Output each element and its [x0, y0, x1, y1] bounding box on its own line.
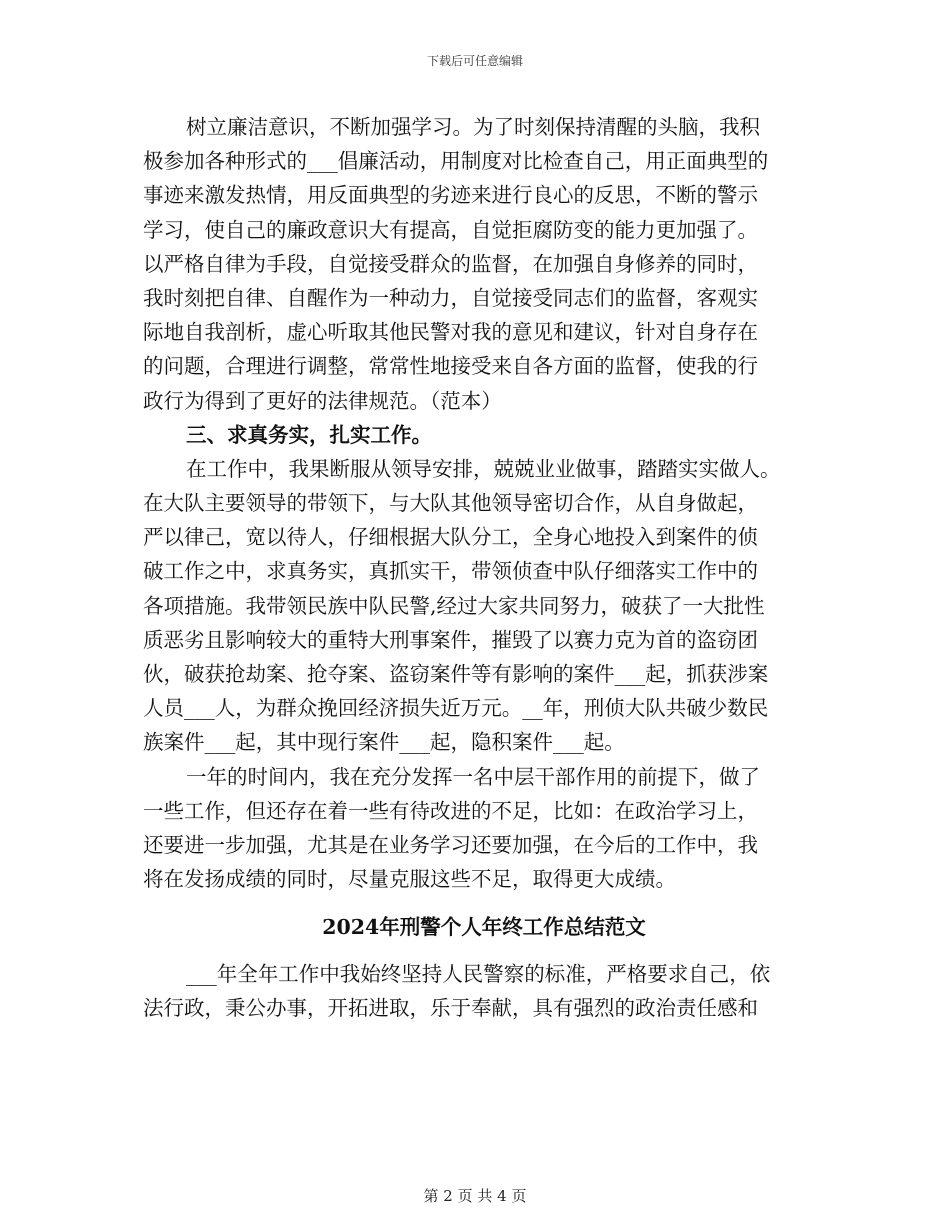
text-line: 法行政，秉公办事，开拓进取，乐于奉献，具有强烈的政治责任感和 — [143, 995, 758, 1020]
paragraph-block-1 — [143, 110, 815, 896]
text-line: 严以律己，宽以待人，仔细根据大队分工，全身心地投入到案件的侦 — [143, 525, 758, 550]
section-title: 2024年刑警个人年终工作总结范文 — [322, 915, 646, 940]
text-line: 以严格自律为手段，自觉接受群众的监督，在加强自身修养的同时， — [143, 251, 758, 276]
text-line: 还要进一步加强，尤其是在业务学习还要加强，在今后的工作中，我 — [143, 832, 758, 857]
text-line: 极参加各种形式的___倡廉活动，用制度对比检查自己，用正面典型的 — [143, 149, 769, 174]
text-line: 族案件___起，其中现行案件___起，隐积案件___起。 — [143, 730, 625, 755]
text-line: 我时刻把自律、自醒作为一种动力，自觉接受同志们的监督，客观实 — [143, 285, 758, 310]
text-line: 质恶劣且影响较大的重特大刑事案件，摧毁了以赛力克为首的盗窃团 — [143, 627, 758, 652]
text-line: 破工作之中，求真务实，真抓实干，带领侦查中队仔细落实工作中的 — [143, 559, 758, 584]
text-line: 的问题，合理进行调整，常常性地接受来自各方面的监督，使我的行 — [143, 354, 758, 379]
text-line: 际地自我剖析，虚心听取其他民警对我的意见和建议，针对自身存在 — [143, 320, 758, 345]
document-body — [143, 110, 815, 1025]
text-line: 一些工作，但还存在着一些有待改进的不足，比如：在政治学习上， — [143, 798, 758, 823]
paragraph-block-2 — [143, 957, 815, 1025]
page-header: 下载后可任意编辑 — [426, 54, 523, 68]
section-heading: 三、求真务实，扎实工作。 — [186, 422, 432, 447]
text-line: 将在发扬成绩的同时，尽量克服这些不足，取得更大成绩。 — [143, 867, 676, 892]
text-line: 各项措施。我带领民族中队民警,经过大家共同努力，破获了一大批性 — [143, 593, 765, 618]
text-line: 一年的时间内，我在充分发挥一名中层干部作用的前提下，做了 — [186, 764, 760, 789]
text-line: 伙，破获抢劫案、抢夺案、盗窃案件等有影响的案件___起，抓获涉案 — [143, 662, 769, 686]
text-line: 在工作中，我果断服从领导安排，兢兢业业做事，踏踏实实做人。 — [186, 456, 781, 481]
text-line: 在大队主要领导的带领下，与大队其他领导密切合作，从自身做起， — [143, 491, 758, 516]
text-line: 人员___人，为群众挽回经济损失近万元。__年，刑侦大队共破少数民 — [143, 696, 769, 721]
text-line: 政行为得到了更好的法律规范。（范本） — [143, 388, 502, 413]
page-footer: 第 2 页 共 4 页 — [423, 1187, 527, 1205]
text-line: ___年全年工作中我始终坚持人民警察的标准，严格要求自己，依 — [186, 961, 771, 986]
text-line: 学习，使自己的廉政意识大有提高，自觉拒腐防变的能力更加强了。 — [143, 217, 758, 242]
text-line: 事迹来激发热情，用反面典型的劣迹来进行良心的反思，不断的警示 — [143, 183, 758, 208]
text-line: 树立廉洁意识，不断加强学习。为了时刻保持清醒的头脑，我积 — [186, 115, 760, 139]
